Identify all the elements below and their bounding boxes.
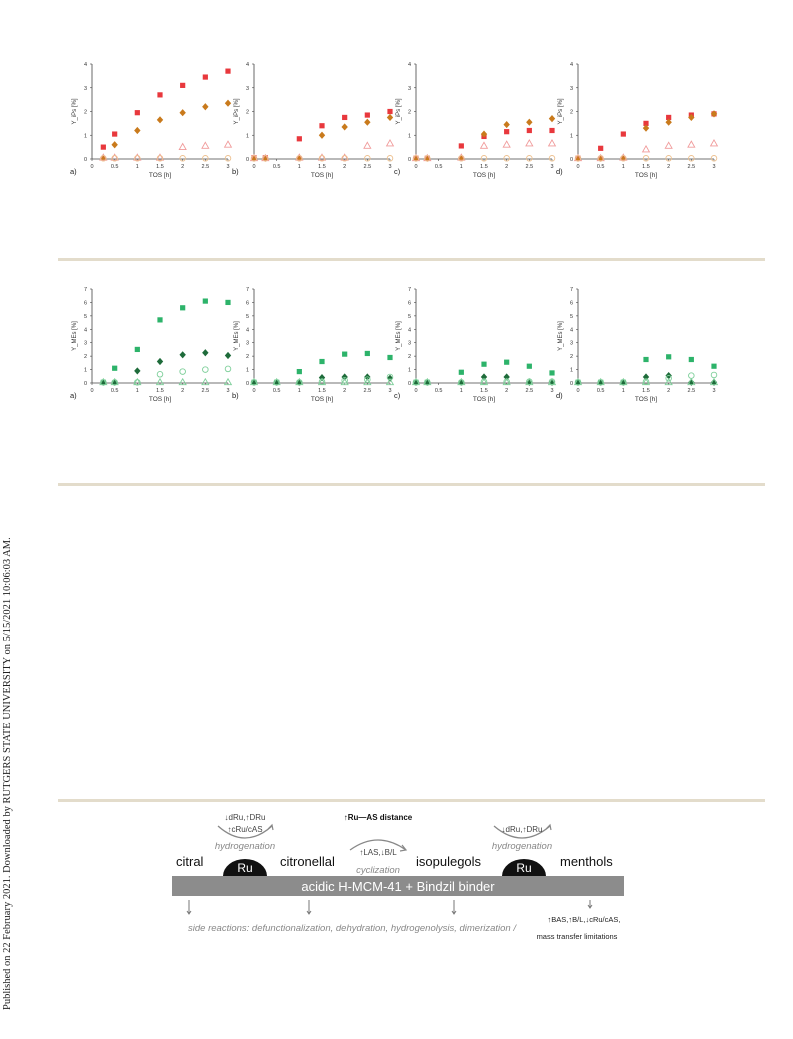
x-tick-label: 2.5 xyxy=(525,164,534,170)
left-arc-label: hydrogenation xyxy=(214,841,276,852)
species-citral: citral xyxy=(176,854,204,869)
y-tick-label: 0 xyxy=(407,381,411,387)
y-tick-label: 1 xyxy=(245,367,249,374)
y-tick-label: 0 xyxy=(569,157,573,163)
y-tick-label: 2 xyxy=(83,354,87,361)
species-menthols: menthols xyxy=(560,854,613,869)
y-tick-label: 4 xyxy=(83,327,87,334)
mass-transfer-text: mass transfer limitations xyxy=(536,932,618,941)
x-axis-label: TOS [h] xyxy=(634,172,658,179)
x-tick-label: 2.5 xyxy=(363,164,372,170)
x-tick-label: 1.5 xyxy=(642,164,650,170)
center-arc-label: cyclization xyxy=(356,865,400,876)
x-tick-label: 2.5 xyxy=(363,388,372,394)
species-isopulegols: isopulegols xyxy=(416,854,482,869)
x-tick-label: 0 xyxy=(252,164,256,170)
x-axis-label: TOS [h] xyxy=(472,172,496,179)
x-tick-label: 3 xyxy=(712,164,716,170)
x-tick-label: 2 xyxy=(181,164,185,170)
y-tick-label: 3 xyxy=(569,340,573,347)
y-tick-label: 1 xyxy=(407,367,411,374)
right-arc-label: hydrogenation xyxy=(491,841,553,852)
x-tick-label: 1 xyxy=(459,164,463,170)
y-tick-label: 2 xyxy=(245,354,249,361)
y-tick-label: 4 xyxy=(569,327,573,334)
y-tick-label: 0 xyxy=(83,157,87,163)
y-tick-label: 3 xyxy=(407,85,411,92)
y-tick-label: 2 xyxy=(407,354,411,361)
panel-label: c) xyxy=(394,167,401,176)
y-axis-label: Y_MEs [%] xyxy=(396,321,402,351)
y-axis-label: Y_MEs [%] xyxy=(234,321,240,351)
y-tick-label: 2 xyxy=(569,354,573,361)
x-tick-label: 0.5 xyxy=(434,164,443,170)
center-top-annotation: ↑Ru—AS distance xyxy=(343,813,413,822)
y-axis-label: Y_iPs [%] xyxy=(558,98,564,125)
x-tick-label: 3 xyxy=(226,388,230,394)
x-tick-label: 0.5 xyxy=(110,388,119,394)
x-tick-label: 3 xyxy=(550,388,554,394)
panel-label: b) xyxy=(232,391,239,400)
x-tick-label: 1.5 xyxy=(480,388,488,394)
y-tick-label: 4 xyxy=(83,62,87,68)
panel-label: d) xyxy=(556,167,563,176)
y-tick-label: 4 xyxy=(569,62,573,68)
y-tick-label: 1 xyxy=(83,133,87,140)
y-tick-label: 3 xyxy=(83,85,87,92)
y-tick-label: 4 xyxy=(407,62,411,68)
x-tick-label: 1.5 xyxy=(318,164,326,170)
y-tick-label: 4 xyxy=(407,327,411,334)
x-axis-label: TOS [h] xyxy=(634,396,658,403)
y-tick-label: 2 xyxy=(245,109,249,116)
x-tick-label: 2.5 xyxy=(687,388,696,394)
x-tick-label: 2 xyxy=(667,388,671,394)
ru-label-right: Ru xyxy=(516,861,532,875)
x-tick-label: 1 xyxy=(135,388,139,394)
x-tick-label: 1 xyxy=(621,164,625,170)
side-reactions-text: side reactions: defunctionalization, dehydration, hydrogenolysis, dimerization / xyxy=(188,923,516,934)
support-label: acidic H-MCM-41 + Bindzil binder xyxy=(301,879,495,894)
y-tick-label: 7 xyxy=(245,287,249,293)
y-tick-label: 2 xyxy=(569,109,573,116)
x-tick-label: 0 xyxy=(90,388,94,394)
y-tick-label: 1 xyxy=(569,133,573,140)
x-tick-label: 3 xyxy=(550,164,554,170)
y-tick-label: 2 xyxy=(83,109,87,116)
x-tick-label: 2.5 xyxy=(687,164,696,170)
x-tick-label: 2 xyxy=(181,388,185,394)
x-tick-label: 0.5 xyxy=(272,388,281,394)
y-axis-label: Y_iPs [%] xyxy=(234,98,240,125)
y-tick-label: 7 xyxy=(569,287,573,293)
y-tick-label: 3 xyxy=(407,340,411,347)
x-tick-label: 2.5 xyxy=(525,388,534,394)
x-tick-label: 0.5 xyxy=(272,164,281,170)
species-citronellal: citronellal xyxy=(280,854,335,869)
x-tick-label: 1 xyxy=(297,164,301,170)
x-tick-label: 0 xyxy=(90,164,94,170)
x-tick-label: 0.5 xyxy=(110,164,119,170)
y-tick-label: 0 xyxy=(407,157,411,163)
y-tick-label: 0 xyxy=(569,381,573,387)
y-axis-label: Y_iPs [%] xyxy=(396,98,402,125)
x-axis-label: TOS [h] xyxy=(472,396,496,403)
x-tick-label: 0 xyxy=(414,388,418,394)
y-tick-label: 1 xyxy=(83,367,87,374)
y-tick-label: 3 xyxy=(245,85,249,92)
y-axis-label: Y_iPs [%] xyxy=(72,98,78,125)
right-bottom-annotation: ↑BAS,↑B/L,↓cRu/cAS, xyxy=(547,915,621,924)
y-tick-label: 3 xyxy=(83,340,87,347)
publication-sidebar-note: Published on 22 February 2021. Downloaded by RUTGERS STATE UNIVERSITY on 5/15/2021 10:06:03 AM. xyxy=(2,537,13,1010)
x-tick-label: 1.5 xyxy=(318,388,326,394)
y-tick-label: 5 xyxy=(569,313,573,320)
panel-label: b) xyxy=(232,167,239,176)
x-tick-label: 3 xyxy=(226,164,230,170)
left-annotation: ↓dRu,↑DRu xyxy=(224,813,266,822)
x-tick-label: 1 xyxy=(459,388,463,394)
x-tick-label: 2 xyxy=(343,164,347,170)
x-tick-label: 0 xyxy=(252,388,256,394)
y-tick-label: 3 xyxy=(569,85,573,92)
x-tick-label: 0 xyxy=(414,164,418,170)
panel-label: d) xyxy=(556,391,563,400)
y-tick-label: 3 xyxy=(245,340,249,347)
y-tick-label: 0 xyxy=(245,157,249,163)
ru-label-left: Ru xyxy=(237,861,253,875)
x-tick-label: 2 xyxy=(667,164,671,170)
panel-label: c) xyxy=(394,391,401,400)
y-tick-label: 7 xyxy=(83,287,87,293)
y-tick-label: 4 xyxy=(245,62,249,68)
x-axis-label: TOS [h] xyxy=(310,396,334,403)
x-tick-label: 0 xyxy=(576,388,580,394)
y-tick-label: 0 xyxy=(245,381,249,387)
y-tick-label: 5 xyxy=(83,313,87,320)
y-tick-label: 5 xyxy=(407,313,411,320)
y-tick-label: 6 xyxy=(407,300,411,307)
y-tick-label: 5 xyxy=(245,313,249,320)
y-tick-label: 2 xyxy=(407,109,411,116)
x-tick-label: 3 xyxy=(712,388,716,394)
x-tick-label: 1 xyxy=(135,164,139,170)
x-tick-label: 0.5 xyxy=(434,388,443,394)
panel-label: a) xyxy=(70,167,77,176)
x-tick-label: 1.5 xyxy=(156,388,164,394)
x-tick-label: 1.5 xyxy=(642,388,650,394)
x-tick-label: 2 xyxy=(505,164,509,170)
y-tick-label: 0 xyxy=(83,381,87,387)
x-tick-label: 0.5 xyxy=(596,164,605,170)
y-tick-label: 6 xyxy=(83,300,87,307)
x-tick-label: 1 xyxy=(621,388,625,394)
y-tick-label: 1 xyxy=(407,133,411,140)
panel-label: a) xyxy=(70,391,77,400)
x-tick-label: 0 xyxy=(576,164,580,170)
x-tick-label: 2.5 xyxy=(201,164,210,170)
x-tick-label: 3 xyxy=(388,388,392,394)
y-axis-label: Y_MEs [%] xyxy=(558,321,564,351)
y-axis-label: Y_MEs [%] xyxy=(72,321,78,351)
x-tick-label: 1 xyxy=(297,388,301,394)
x-tick-label: 2 xyxy=(505,388,509,394)
y-tick-label: 1 xyxy=(569,367,573,374)
x-tick-label: 1.5 xyxy=(156,164,164,170)
right-annotation: ↓dRu,↑DRu xyxy=(501,825,543,834)
y-tick-label: 6 xyxy=(245,300,249,307)
x-axis-label: TOS [h] xyxy=(148,396,172,403)
x-tick-label: 0.5 xyxy=(596,388,605,394)
x-axis-label: TOS [h] xyxy=(310,172,334,179)
x-tick-label: 1.5 xyxy=(480,164,488,170)
down-arrows xyxy=(187,900,592,914)
x-tick-label: 2.5 xyxy=(201,388,210,394)
center-annotation: ↑LAS,↓B/L xyxy=(359,848,397,857)
y-tick-label: 4 xyxy=(245,327,249,334)
left-annotation-2: ↑cRu/cAS xyxy=(227,825,263,834)
y-tick-label: 7 xyxy=(407,287,411,293)
x-tick-label: 3 xyxy=(388,164,392,170)
y-tick-label: 6 xyxy=(569,300,573,307)
x-tick-label: 2 xyxy=(343,388,347,394)
x-axis-label: TOS [h] xyxy=(148,172,172,179)
y-tick-label: 1 xyxy=(245,133,249,140)
